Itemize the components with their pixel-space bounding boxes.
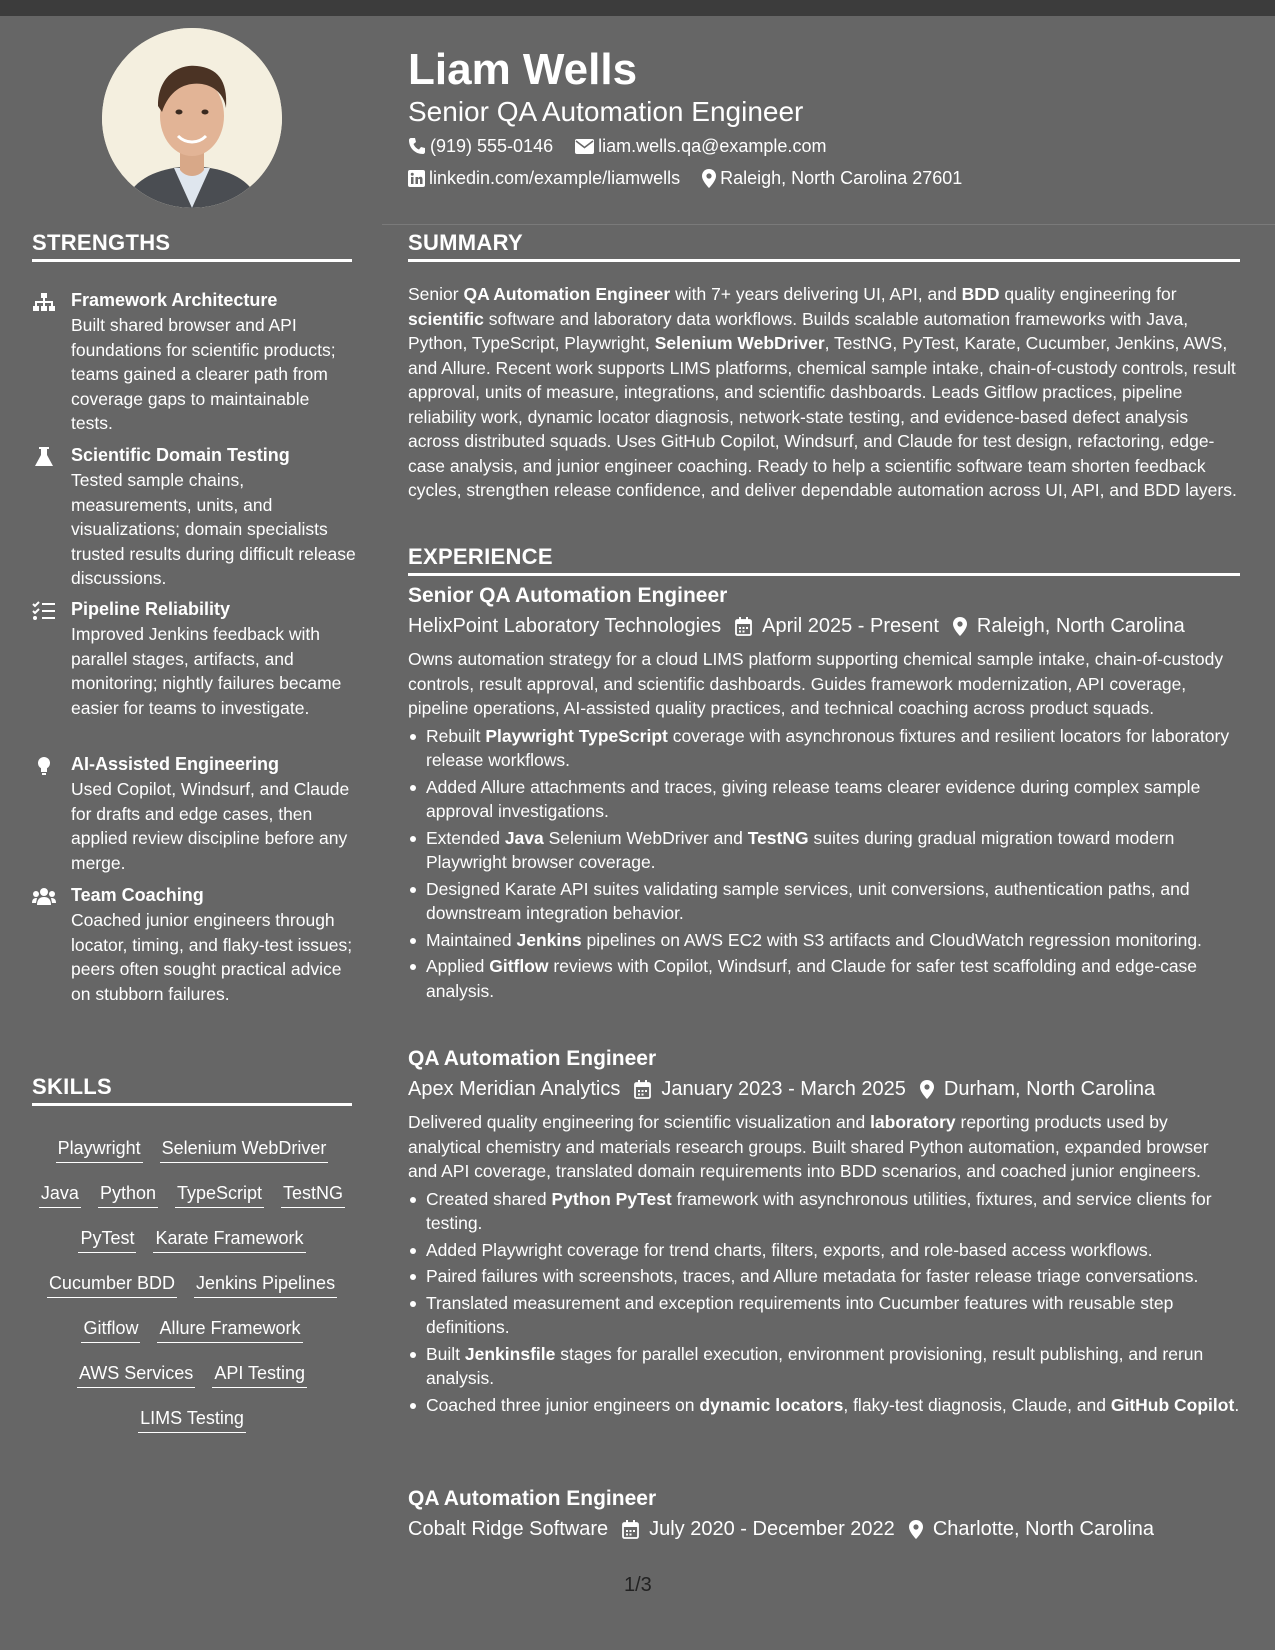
job-bullet: Paired failures with screenshots, traces, and Allure metadata for faster release triage conversations. [408, 1264, 1240, 1289]
job-meta [408, 613, 1240, 639]
job-location: Raleigh, North Carolina [976, 615, 1185, 637]
job-location: Charlotte, North Carolina [932, 1518, 1155, 1540]
job-entry [408, 1485, 1240, 1542]
phone-number: (919) 555-0146 [430, 136, 554, 156]
job-entry [408, 1045, 1240, 1419]
job-entry [408, 582, 1240, 1005]
job-description: Owns automation strategy for a cloud LIMS platform supporting chemical sample intake, chain-of-custody controls, result approval, and scientific dashboards. Guides framework modernization, API coverage, pipeline operations, AI-assisted quality practices, and technical coaching across product squads. [408, 649, 1224, 718]
map-pin-icon [909, 1520, 923, 1539]
job-bullet: Coached three junior engineers on dynamic locators, flaky-test diagnosis, Claude, and GitHub Copilot. [408, 1393, 1240, 1418]
skill-tag: Python [98, 1181, 158, 1208]
skill-tag: TypeScript [175, 1181, 264, 1208]
experience-title: EXPERIENCE [408, 544, 1240, 576]
job-meta [408, 1076, 1240, 1102]
list-check-icon [32, 601, 56, 621]
email-link[interactable]: liam.wells.qa@example.com [598, 136, 827, 156]
job-bullets [408, 724, 1240, 1004]
skill-tag: PyTest [78, 1226, 136, 1253]
job-bullet: Designed Karate API suites validating sample services, unit conversions, authentication paths, and downstream integration behavior. [408, 877, 1240, 926]
contact-row [408, 166, 984, 190]
top-bar [0, 0, 1275, 16]
skills-title: SKILLS [32, 1074, 352, 1106]
job-dates: July 2020 - December 2022 [649, 1518, 895, 1540]
strength-desc: Tested sample chains, measurements, units, and visualizations; domain specialists trusted results during difficult release discussions. [71, 470, 356, 588]
calendar-icon [735, 617, 752, 636]
job-description: Delivered quality engineering for scientific visualization and laboratory reporting products used by analytical chemistry and materials research groups. Built shared Python automation, expanded browser and API coverage, translated domain requirements into BDD scenarios, and coached junior engineers. [408, 1112, 1209, 1181]
skill-tag: LIMS Testing [138, 1406, 246, 1433]
job-meta [408, 1516, 1240, 1542]
person-name: Liam Wells [408, 45, 638, 94]
skill-tag: AWS Services [77, 1361, 195, 1388]
strength-title: AI-Assisted Engineering [71, 754, 280, 774]
strength-desc: Coached junior engineers through locator, timing, and flaky-test issues; peers often sought practical advice on stubborn failures. [71, 910, 353, 1004]
strengths-title: STRENGTHS [32, 230, 352, 262]
job-bullets [408, 1187, 1240, 1418]
calendar-icon [634, 1080, 651, 1099]
strength-title: Scientific Domain Testing [71, 445, 290, 465]
summary-text: Senior QA Automation Engineer with 7+ years delivering UI, API, and BDD quality engineering for scientific software and laboratory data workflows. Builds scalable automation frameworks with Java, Python, TypeScript, Playwright, Selenium WebDriver, TestNG, PyTest, Karate, Cucumber, Jenkins, AWS, and Allure. Recent work supports LIMS platforms, chemical sample intake, chain-of-custody controls, result approval, units of measure, integrations, and scientific dashboards. Leads Gitflow practices, pipeline reliability work, dynamic locator diagnosis, network-state testing, and evidence-based defect analysis across distributed squads. Uses GitHub Copilot, Windsurf, and Claude for test design, refactoring, edge-case analysis, and junior engineer coaching. Ready to help a scientific software team shorten feedback cycles, strengthen release confidence, and deliver dependable automation across UI, API, and BDD layers. [408, 284, 1237, 500]
map-pin-icon [702, 169, 716, 188]
skill-tag: TestNG [281, 1181, 345, 1208]
skill-tag: Karate Framework [153, 1226, 305, 1253]
sitemap-icon [32, 292, 56, 312]
job-bullet: Applied Gitflow reviews with Copilot, Windsurf, and Claude for safer test scaffolding and edge-case analysis. [408, 954, 1240, 1003]
job-bullet: Built Jenkinsfile stages for parallel execution, environment provisioning, result publishing, and rerun analysis. [408, 1342, 1240, 1391]
job-bullet: Translated measurement and exception requirements into Cucumber features with reusable step definitions. [408, 1291, 1240, 1340]
contact-row [408, 134, 848, 158]
company-name: Apex Meridian Analytics [408, 1078, 621, 1100]
job-bullet: Rebuilt Playwright TypeScript coverage with asynchronous fixtures and resilient locators for laboratory release workflows. [408, 724, 1240, 773]
lightbulb-icon [32, 756, 56, 776]
linkedin-link[interactable]: linkedin.com/example/liamwells [429, 168, 681, 188]
page-number: 1/3 [624, 1574, 652, 1596]
job-title: Senior QA Automation Engineer [408, 584, 728, 607]
skill-tag: API Testing [212, 1361, 307, 1388]
skill-tag: Gitflow [81, 1316, 140, 1343]
map-pin-icon [920, 1080, 934, 1099]
skill-tag: Jenkins Pipelines [194, 1271, 337, 1298]
strength-title: Team Coaching [71, 885, 204, 905]
linkedin-icon [408, 170, 425, 187]
users-icon [32, 887, 56, 907]
strength-desc: Built shared browser and API foundations for scientific products; teams gained a clearer path from coverage gaps to maintainable tests. [71, 315, 336, 433]
strength-desc: Used Copilot, Windsurf, and Claude for drafts and edge cases, then applied review discipline before any merge. [71, 779, 350, 873]
skill-tag: Cucumber BDD [47, 1271, 177, 1298]
skill-tag: Playwright [56, 1136, 143, 1163]
job-location: Durham, North Carolina [943, 1078, 1156, 1100]
strength-title: Pipeline Reliability [71, 599, 231, 619]
phone-icon [408, 137, 426, 155]
job-title: QA Automation Engineer [408, 1047, 657, 1070]
avatar [102, 28, 282, 208]
company-name: Cobalt Ridge Software [408, 1518, 609, 1540]
job-dates: January 2023 - March 2025 [661, 1078, 906, 1100]
strength-title: Framework Architecture [71, 290, 278, 310]
job-bullet: Extended Java Selenium WebDriver and TestNG suites during gradual migration toward modern Playwright browser coverage. [408, 826, 1240, 875]
header-divider [382, 224, 1275, 225]
skill-tag: Selenium WebDriver [160, 1136, 329, 1163]
calendar-icon [622, 1520, 639, 1539]
map-pin-icon [953, 617, 967, 636]
location-text: Raleigh, North Carolina 27601 [720, 168, 963, 188]
skills-list [32, 1136, 352, 1451]
job-title: QA Automation Engineer [408, 1487, 657, 1510]
job-bullet: Added Allure attachments and traces, giving release teams clearer evidence during complex sample approval investigations. [408, 775, 1240, 824]
job-bullet: Created shared Python PyTest framework with asynchronous utilities, fixtures, and service clients for testing. [408, 1187, 1240, 1236]
job-dates: April 2025 - Present [762, 615, 939, 637]
job-bullet: Added Playwright coverage for trend charts, filters, exports, and role-based access workflows. [408, 1238, 1240, 1263]
envelope-icon [575, 139, 594, 154]
flask-icon [32, 447, 56, 467]
job-role: Senior QA Automation Engineer [408, 96, 804, 127]
strength-desc: Improved Jenkins feedback with parallel stages, artifacts, and monitoring; nightly failures became easier for teams to investigate. [71, 624, 342, 718]
job-bullet: Maintained Jenkins pipelines on AWS EC2 with S3 artifacts and CloudWatch regression monitoring. [408, 928, 1240, 953]
summary-title: SUMMARY [408, 230, 1240, 262]
company-name: HelixPoint Laboratory Technologies [408, 615, 722, 637]
profile-photo [102, 28, 282, 208]
skill-tag: Allure Framework [157, 1316, 302, 1343]
skill-tag: Java [39, 1181, 81, 1208]
